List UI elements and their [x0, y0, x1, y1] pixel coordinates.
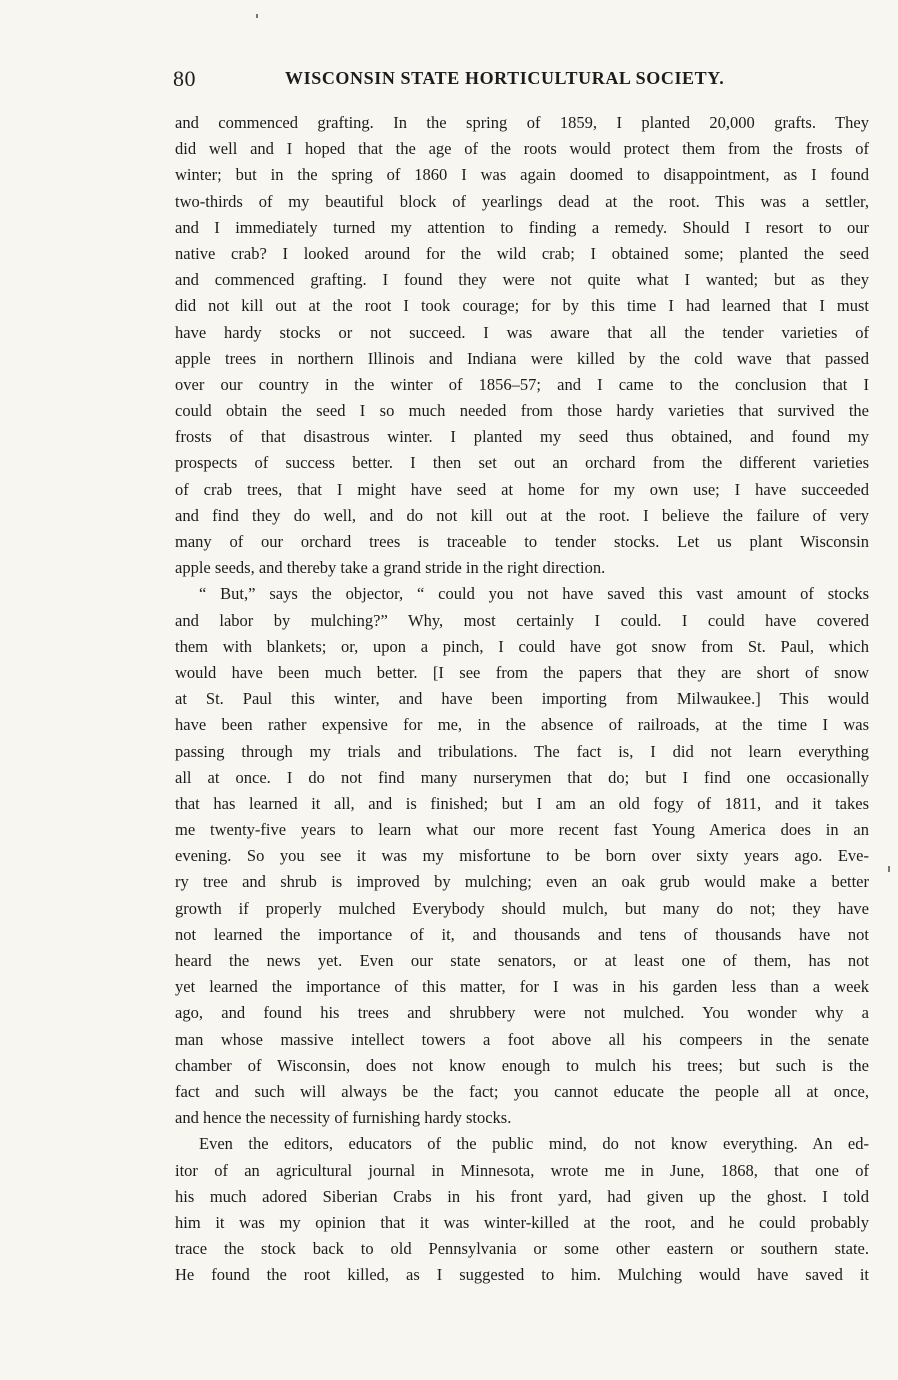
- text-line: and hence the necessity of furnishing hardy stocks.: [175, 1108, 512, 1128]
- text-line: and labor by mulching?” Why, most certainly I could. I could have covered: [175, 610, 869, 630]
- text-line: have hardy stocks or not succeed. I was aware that all the tender varieties of: [175, 322, 869, 342]
- text-line: over our country in the winter of 1856–57; and I came to the conclusion that I: [175, 374, 869, 394]
- page-header: [173, 66, 873, 96]
- text-line: He found the root killed, as I suggested to him. Mulching would have saved it: [175, 1265, 869, 1285]
- text-line: chamber of Wisconsin, does not know enough to mulch his trees; but such is the: [175, 1055, 869, 1075]
- body-text: [175, 110, 869, 1288]
- text-line: ago, and found his trees and shrubbery were not mulched. You wonder why a: [175, 1003, 869, 1023]
- text-line: apple seeds, and thereby take a grand stride in the right direction.: [175, 558, 606, 578]
- text-line: did not kill out at the root I took courage; for by this time I had learned that I must: [175, 296, 869, 316]
- scan-speck: [256, 14, 258, 18]
- text-line: winter; but in the spring of 1860 I was again doomed to disappointment, as I found: [175, 165, 869, 185]
- text-line: Even the editors, educators of the public mind, do not know everything. An ed-: [199, 1134, 869, 1154]
- text-line: have been rather expensive for me, in the absence of railroads, at the time I was: [175, 715, 869, 735]
- text-line: fact and such will always be the fact; you cannot educate the people all at once,: [175, 1081, 869, 1101]
- text-line: heard the news yet. Even our state senators, or at least one of them, has not: [175, 951, 869, 970]
- running-head: WISCONSIN STATE HORTICULTURAL SOCIETY.: [285, 68, 725, 88]
- text-line: at St. Paul this winter, and have been importing from Milwaukee.] This would: [175, 689, 869, 709]
- text-line: trace the stock back to old Pennsylvania or some other eastern or southern state.: [175, 1239, 869, 1259]
- text-line: them with blankets; or, upon a pinch, I could have got snow from St. Paul, which: [175, 636, 869, 656]
- text-line: and find they do well, and do not kill out at the root. I believe the failure of very: [175, 505, 869, 525]
- scan-speck: [888, 866, 890, 872]
- text-line: him it was my opinion that it was winter-killed at the root, and he could probably: [175, 1212, 869, 1232]
- text-line: would have been much better. [I see from the papers that they are short of snow: [175, 662, 869, 682]
- text-line: of crab trees, that I might have seed at home for my own use; I have succeeded: [175, 479, 869, 499]
- text-line: and I immediately turned my attention to finding a remedy. Should I resort to our: [175, 217, 869, 237]
- text-line: “ But,” says the objector, “ could you not have saved this vast amount of stocks: [199, 584, 869, 604]
- page-number: 80: [173, 66, 196, 91]
- text-line: native crab? I looked around for the wild crab; I obtained some; planted the seed: [175, 243, 869, 263]
- text-line: many of our orchard trees is traceable to tender stocks. Let us plant Wisconsin: [175, 532, 869, 551]
- text-line: yet learned the importance of this matter, for I was in his garden less than a week: [175, 977, 869, 997]
- text-line: itor of an agricultural journal in Minnesota, wrote me in June, 1868, that one of: [175, 1160, 869, 1180]
- text-line: his much adored Siberian Crabs in his front yard, had given up the ghost. I told: [175, 1186, 869, 1206]
- text-line: ry tree and shrub is improved by mulching; even an oak grub would make a better: [175, 872, 869, 892]
- text-line: passing through my trials and tribulations. The fact is, I did not learn everything: [175, 741, 869, 761]
- text-line: and commenced grafting. In the spring of 1859, I planted 20,000 grafts. They: [175, 113, 869, 132]
- text-line: did well and I hoped that the age of the roots would protect them from the frosts of: [175, 139, 869, 159]
- text-line: apple trees in northern Illinois and Indiana were killed by the cold wave that passed: [175, 348, 869, 368]
- text-line: could obtain the seed I so much needed from those hardy varieties that survived the: [175, 401, 869, 421]
- text-line: evening. So you see it was my misfortune to be born over sixty years ago. Eve-: [175, 846, 869, 866]
- text-line: me twenty-five years to learn what our more recent fast Young America does in an: [175, 820, 869, 840]
- text-line: and commenced grafting. I found they were not quite what I wanted; but as they: [175, 270, 869, 290]
- text-line: two-thirds of my beautiful block of yearlings dead at the root. This was a settler,: [175, 191, 869, 211]
- text-line: that has learned it all, and is finished; but I am an old fogy of 1811, and it takes: [175, 793, 869, 813]
- text-line: growth if properly mulched Everybody should mulch, but many do not; they have: [175, 898, 869, 918]
- text-line: not learned the importance of it, and thousands and tens of thousands have not: [175, 924, 869, 944]
- text-line: frosts of that disastrous winter. I planted my seed thus obtained, and found my: [175, 427, 869, 447]
- text-line: prospects of success better. I then set out an orchard from the different varieties: [175, 453, 869, 473]
- text-line: man whose massive intellect towers a foot above all his compeers in the senate: [175, 1029, 869, 1049]
- text-line: all at once. I do not find many nurserymen that do; but I find one occasionally: [175, 767, 869, 787]
